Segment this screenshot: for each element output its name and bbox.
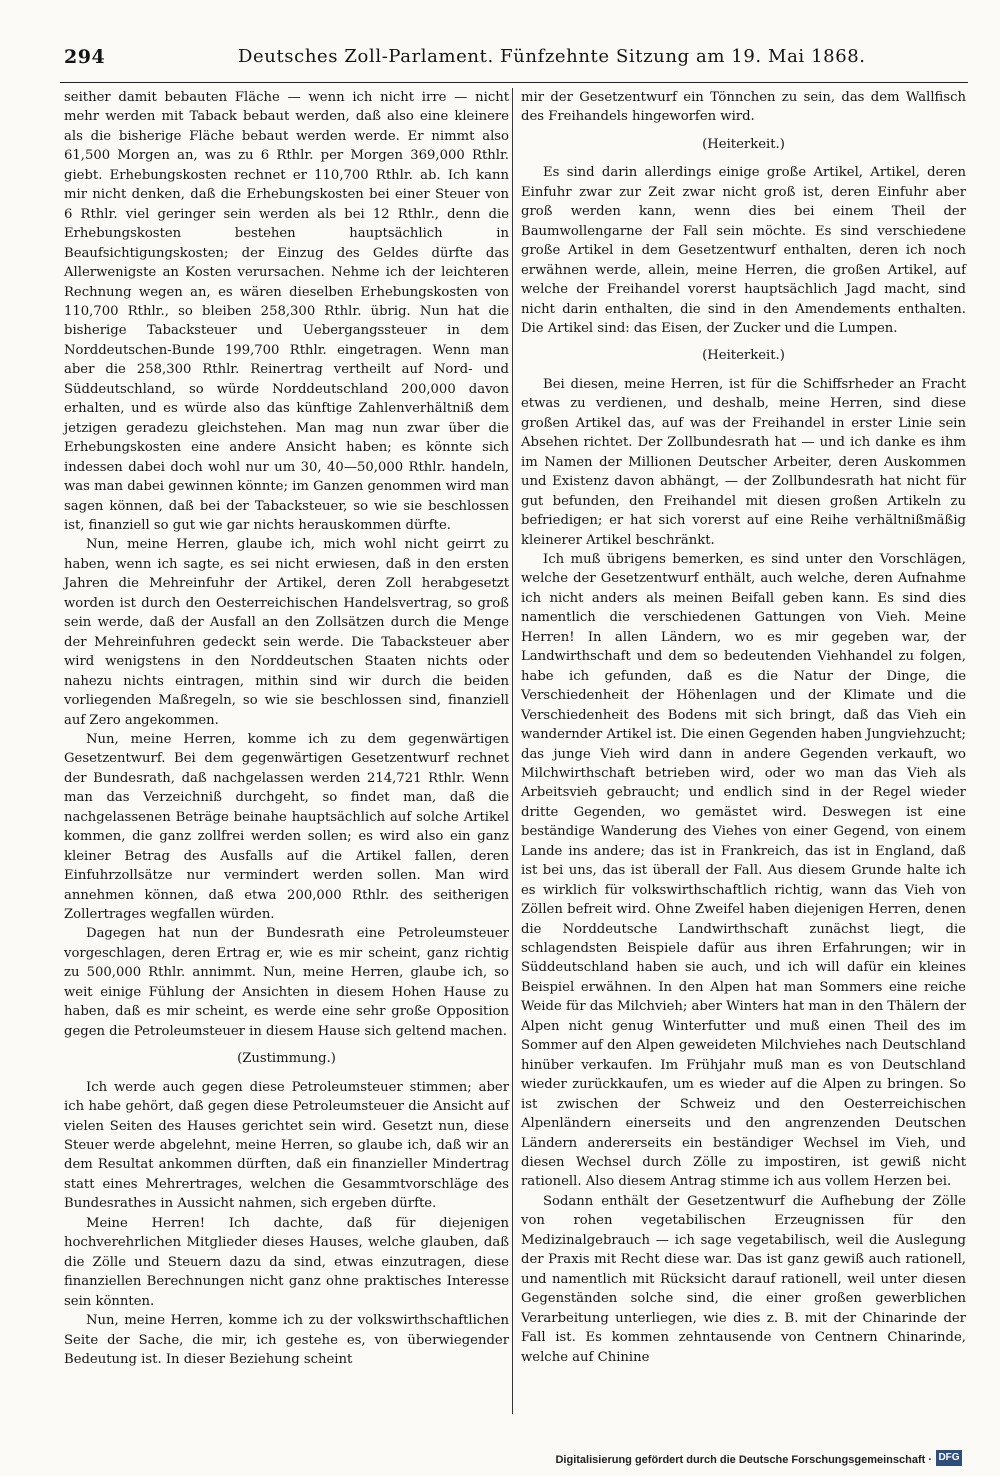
interjection: (Heiterkeit.) [702, 136, 785, 152]
paragraph: Nun, meine Herren, komme ich zu dem gegenwärtigen Gesetzentwurf. Bei dem gegenwärtigen Gesetzentwurf rechnet der Bundesrath, daß nachgelassen werden 214,721 Rthlr. Wenn man das Verzeichniß durchgeht, so findet man, daß die nachgelassenen Beträge beinahe hauptsächlich auf solche Artikel kommen, die ganz zollfrei werden sollen; es wird also ein ganz kleiner Betrag des Ausfalls auf die Artikel fallen, deren Einfuhrzollsätze nur vermindert werden sollen. Man wird annehmen können, daß etwa 200,000 Rthlr. des seitherigen Zollertrages wegfallen würden. [64, 731, 509, 923]
column-divider [512, 88, 513, 1414]
paragraph: Ich werde auch gegen diese Petroleumsteuer stimmen; aber ich habe gehört, daß gegen diese Petroleumsteuer die Ansicht auf vielen Seiten des Hauses gerichtet sein wird. Gesetzt nun, diese Steuer werde abgelehnt, meine Herren, so glaube ich, daß wir an dem Resultat ankommen dürften, daß ein finanzieller Mindertrag statt eines Mehrertrages, welchen die Gesammtvorschläge des Bundesrathes in Aussicht nahmen, sich ergeben dürfte. [64, 1079, 509, 1212]
left-column [64, 88, 509, 1369]
paragraph: Ich muß übrigens bemerken, es sind unter den Vorschlägen, welche der Gesetzentwurf enthält, auch welche, deren Aufnahme ich nicht anders als meinen Beifall geben kann. Es sind dies namentlich die verschiedenen Gattungen von Vieh. Meine Herren! In allen Ländern, wo es mir gegeben war, der Landwirthschaft und dem so bedeutenden Viehhandel zu folgen, habe ich gefunden, daß es die Natur der Dinge, die Verschiedenheit der Höhenlagen und der Klimate und die Verschiedenheit des Bodens mit sich bringt, daß das Vieh ein wandernder Artikel ist. Die einen Gegenden haben Jungviehzucht; das junge Vieh wird dann in andere Gegenden verkauft, wo Milchwirthschaft betrieben wird, oder wo man das Vieh als Arbeitsvieh gebraucht; und endlich sind in der Regel wieder dritte Gegenden, wo gemästet wird. Deswegen ist eine beständige Wanderung des Viehes von einer Gegend, von einem Lande ins andere; das ist in Frankreich, das ist in England, daß ist bei uns, das ist überall der Fall. Aus diesem Grunde halte ich es wirklich für volkswirthschaftlich richtig, wann das Vieh von Zöllen befreit wird. Ohne Zweifel haben diejenigen Herren, denen die Norddeutsche Landwirthschaft zunächst liegt, die schlagendsten Beispiele dafür aus ihren Erfahrungen; wir in Süddeutschland haben sie auch, und ich will dafür ein kleines Beispiel erwähnen. In den Alpen hat man Sommers eine reiche Weide für das Milchvieh; aber Winters hat man in den Thälern der Alpen nicht genug Winterfutter und muß einen Theil des im Sommer auf den Alpen geweideten Milchviehes nach Deutschland hinüber verkaufen. Im Frühjahr muß man es von Deutschland wieder zurückkaufen, um es wieder auf die Alpen zu bringen. So ist zwischen der Schweiz und den Oesterreichischen Alpenländern einerseits und den angrenzenden Deutschen Ländern andererseits ein beständiger Wechsel im Vieh, und diesen Wechsel durch Zölle zu impostiren, ist gewiß nicht rationell. Also diesem Antrag stimme ich aus vollem Herzen bei. [521, 551, 966, 1190]
paragraph: Nun, meine Herren, komme ich zu der volkswirthschaftlichen Seite der Sache, die mir, ich gestehe es, von überwiegender Bedeutung ist. In dieser Beziehung scheint [64, 1313, 509, 1367]
header-rule [60, 82, 968, 83]
paragraph: Dagegen hat nun der Bundesrath eine Petroleumsteuer vorgeschlagen, deren Ertrag er, wie es mir scheint, ganz richtig zu 500,000 Rthlr. annimmt. Nun, meine Herren, glaube ich, so weit einige Fühlung der Ansichten in diesem Hohen Hause zu haben, daß es mir scheint, es werde eine sehr große Opposition gegen die Petroleumsteuer in diesem Hause sich geltend machen. [64, 926, 509, 1039]
paragraph: Sodann enthält der Gesetzentwurf die Aufhebung der Zölle von rohen vegetabilischen Erzeugnissen für den Medizinalgebrauch — ich sage vegetabilisch, weil die Auslegung der Praxis mit Recht diese war. Das ist ganz gewiß auch rationell, und namentlich mit Rücksicht darauf rationell, weil unter diesen Gegenständen solche sind, die einer großen gewerblichen Verarbeitung unterliegen, wie dies z. B. mit der Chinarinde der Fall ist. Es kommen zehntausende von Centnern Chinarinde, welche auf Chinine [521, 1193, 966, 1365]
digitization-credit: Digitalisierung gefördert durch die Deutsche Forschungsgemeinschaft · [555, 1454, 932, 1466]
right-column [521, 88, 966, 1367]
running-title: Deutsches Zoll-Parlament. Fünfzehnte Sitzung am 19. Mai 1868. [238, 46, 866, 67]
paragraph: seither damit bebauten Fläche — wenn ich nicht irre — nicht mehr werden mit Taback bebaut werden, daß also eine kleinere als die bisherige Fläche bebaut werden werde. Er nimmt also 61,500 Morgen an, was zu 6 Rthlr. per Morgen 369,000 Rthlr. giebt. Erhebungskosten rechnet er 110,700 Rthlr. ab. Ich kann mir nicht denken, daß die Erhebungskosten bei einer Steuer von 6 Rthlr. viel geringer sein werden als bei 12 Rthlr., denn die Erhebungskosten bestehen hauptsächlich in Beaufsichtigungskosten; der Einzug des Geldes dürfte das Allerwenigste an Kosten verursachen. Nehme ich der leichteren Rechnung wegen an, es wären dieselben Erhebungskosten von 110,700 Rthlr., so bleiben 258,300 Rthlr. übrig. Nun hat die bisherige Tabacksteuer und Uebergangssteuer in dem Norddeutschen-Bunde 199,700 Rthlr. eingetragen. Wenn man aber die 258,300 Rthlr. Reinertrag vertheilt auf Nord- und Süddeutschland, so würde Norddeutschland 200,000 davon erhalten, und es würde also das künftige Zahlenverhältniß dem jetzigen geradezu gleichstehen. Man mag nun zwar über die Erhebungskosten eine andere Ansicht haben; es könnte sich indessen dabei doch wohl nur um 30, 40—50,000 Rthlr. handeln, was man dabei gewinnen könnte; im Ganzen genommen wird man sagen können, daß bei der Tabacksteuer, so wie sie beschlossen ist, finanziell so gut wie gar nichts herauskommen dürfte. [64, 90, 509, 533]
paragraph: Bei diesen, meine Herren, ist für die Schiffsrheder an Fracht etwas zu verdienen, und deshalb, meine Herren, sind diese großen Artikel das, auf was der Freihandel in erster Linie sein Absehen richtet. Der Zollbundesrath hat — und ich danke es ihm im Namen der Millionen Deutscher Arbeiter, deren Auskommen und Existenz davon abhängt, — der Zollbundesrath hat nicht für gut befunden, den Freihandel mit diesen großen Artikeln zu befriedigen; er hat sich vorerst auf eine Reihe verhältnißmäßig kleinerer Artikel beschränkt. [521, 376, 966, 548]
interjection: (Heiterkeit.) [702, 348, 785, 364]
page-number: 294 [64, 46, 106, 68]
paragraph: Nun, meine Herren, glaube ich, mich wohl nicht geirrt zu haben, wenn ich sagte, es sei nicht erwiesen, daß in den ersten Jahren die Mehreinfuhr der Artikel, deren Zoll herabgesetzt worden ist durch den Oesterreichischen Handelsvertrag, so groß sein werde, daß der Ausfall an den Zollsätzen durch die Menge der Mehreinfuhren gedeckt sein werde. Die Tabacksteuer aber wird wenigstens in den Norddeutschen Staaten nichts oder nahezu nichts eintragen, mithin sind wir durch die beiden vorliegenden Maßregeln, so wie sie beschlossen sind, finanziell auf Zero angekommen. [64, 537, 509, 728]
dfg-logo: DFG [936, 1450, 962, 1466]
paragraph: Es sind darin allerdings einige große Artikel, Artikel, deren Einfuhr zwar zur Zeit zwar nicht groß ist, deren Einfuhr aber groß werden kann, wenn dies bei einem Theil der Baumwollengarne der Fall sein möchte. Es sind verschiedene große Artikel in dem Gesetzentwurf enthalten, deren ich noch erwähnen werde, allein, meine Herren, die großen Artikel, auf welche der Freihandel vorerst hauptsächlich Jagd macht, sind nicht darin enthalten, die sind in den Amendements enthalten. Die Artikel sind: das Eisen, der Zucker und die Lumpen. [521, 165, 966, 336]
running-header [38, 46, 968, 76]
paragraph: Meine Herren! Ich dachte, daß für diejenigen hochverehrlichen Mitglieder dieses Hauses, welche glauben, daß die Zölle und Steuern dazu da sind, etwas einzutragen, diese finanziellen Berechnungen nicht ganz ohne praktisches Interesse sein könnten. [64, 1215, 509, 1309]
interjection: (Zustimmung.) [237, 1051, 336, 1067]
paragraph: mir der Gesetzentwurf ein Tönnchen zu sein, das dem Wallfisch des Freihandels hingeworfen wird. [521, 90, 966, 125]
